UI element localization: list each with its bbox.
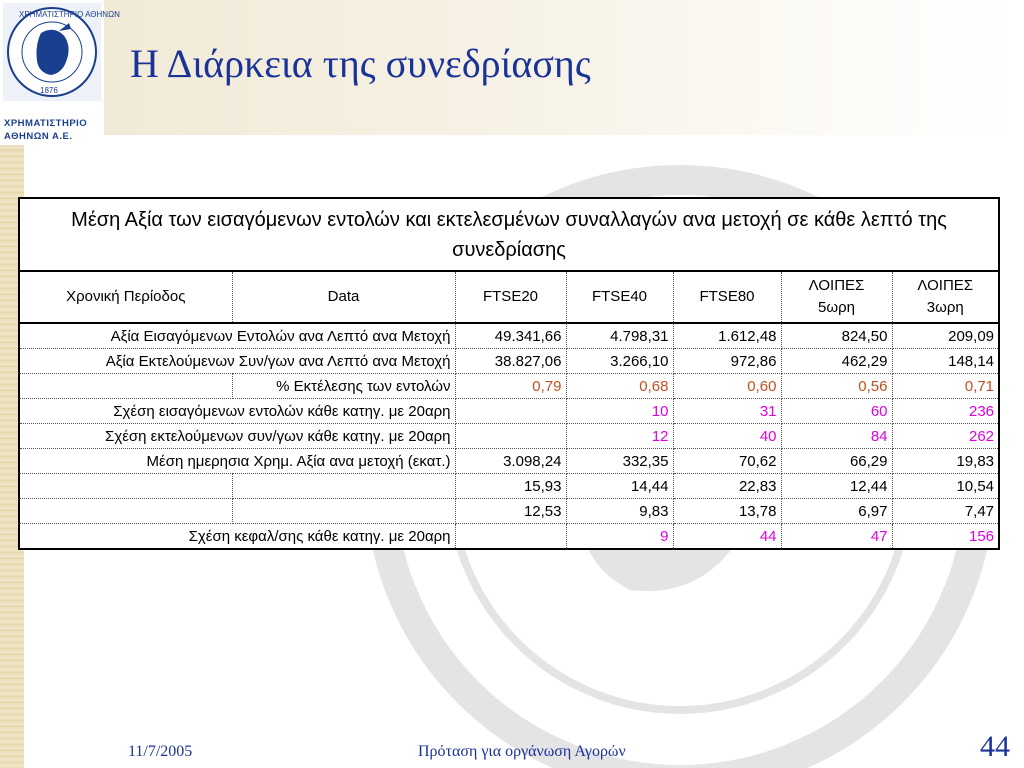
header-period: Χρονική Περίοδος [19,271,232,323]
cell-ftse40: 4.798,31 [566,323,673,349]
logo-caption-line2: ΑΘΗΝΩΝ Α.Ε. [4,131,73,142]
exchange-logo [3,3,120,101]
cell-loipes-5wrh: 60 [781,399,892,424]
header-loipes-5wrh [781,271,892,323]
row-label: Μέση ημερησια Χρημ. Αξία ανα μετοχή (εκατ.) [19,449,455,474]
table-row [19,349,999,374]
cell-loipes-5wrh: 462,29 [781,349,892,374]
cell-ftse40: 10 [566,399,673,424]
header-loipes-5wrh-line1: ΛΟΙΠΕΣ [808,277,865,294]
row-label: Σχέση κεφαλ/σης κάθε κατηγ. με 20αρη [19,524,455,550]
footer-date: 11/7/2005 [128,743,193,760]
cell-loipes-5wrh: 6,97 [781,499,892,524]
table-row [19,499,999,524]
table-row [19,449,999,474]
cell-ftse20: 38.827,06 [455,349,566,374]
exchange-seal-icon [3,3,120,101]
cell-ftse80: 0,60 [673,374,781,399]
header-data: Data [232,271,455,323]
cell-ftse80: 1.612,48 [673,323,781,349]
table-row [19,323,999,349]
table-row [19,474,999,499]
cell-loipes-3wrh: 209,09 [892,323,999,349]
cell-loipes-3wrh: 0,71 [892,374,999,399]
cell-ftse40: 9 [566,524,673,550]
table-row [19,524,999,550]
row-label: % Εκτέλεσης των εντολών [232,374,455,399]
cell-loipes-3wrh: 7,47 [892,499,999,524]
session-duration-table [18,197,998,550]
cell-ftse20: 3.098,24 [455,449,566,474]
table-caption: Μέση Αξία των εισαγόμενων εντολών και εκτελεσμένων συναλλαγών ανα μετοχή σε κάθε λεπτό της συνεδρίασης [19,198,999,271]
empty-cell [19,474,232,499]
logo-seal-year: 1876 [40,86,58,95]
table-row [19,424,999,449]
cell-loipes-5wrh: 47 [781,524,892,550]
logo-caption [4,117,104,143]
table-row [19,399,999,424]
cell-ftse20: 15,93 [455,474,566,499]
cell-loipes-5wrh: 84 [781,424,892,449]
cell-loipes-3wrh: 262 [892,424,999,449]
data-table [18,197,1000,550]
footer-title: Πρόταση για οργάνωση Αγορών [418,743,626,760]
header-ftse40: FTSE40 [566,271,673,323]
row-label: Αξία Εκτελούμενων Συν/γων ανα Λεπτό ανα Μετοχή [19,349,455,374]
cell-ftse40: 3.266,10 [566,349,673,374]
cell-ftse40: 9,83 [566,499,673,524]
cell-ftse20 [455,524,566,550]
cell-loipes-3wrh: 10,54 [892,474,999,499]
cell-loipes-5wrh: 0,56 [781,374,892,399]
header-loipes-3wrh-line2: 3ωρη [926,299,964,316]
cell-loipes-5wrh: 66,29 [781,449,892,474]
cell-ftse20 [455,399,566,424]
cell-ftse80: 31 [673,399,781,424]
empty-cell [19,374,232,399]
cell-ftse80: 13,78 [673,499,781,524]
header-loipes-5wrh-line2: 5ωρη [818,299,855,316]
row-label: Σχέση εκτελούμενων συν/γων κάθε κατηγ. με 20αρη [19,424,455,449]
cell-ftse80: 22,83 [673,474,781,499]
slide-title: Η Διάρκεια της συνεδρίασης [130,41,591,86]
cell-ftse20 [455,424,566,449]
cell-ftse40: 0,68 [566,374,673,399]
header-loipes-3wrh-line1: ΛΟΙΠΕΣ [917,277,974,294]
empty-cell [19,499,232,524]
cell-loipes-5wrh: 12,44 [781,474,892,499]
empty-cell [232,499,455,524]
empty-cell [232,474,455,499]
cell-loipes-3wrh: 148,14 [892,349,999,374]
cell-loipes-3wrh: 19,83 [892,449,999,474]
cell-ftse20: 0,79 [455,374,566,399]
logo-seal-name: ΧΡΗΜΑΤΙΣΤΗΡΙΟ ΑΘΗΝΩΝ [19,10,120,19]
cell-ftse80: 70,62 [673,449,781,474]
cell-ftse80: 40 [673,424,781,449]
cell-loipes-5wrh: 824,50 [781,323,892,349]
cell-ftse20: 12,53 [455,499,566,524]
cell-loipes-3wrh: 156 [892,524,999,550]
header-ftse80: FTSE80 [673,271,781,323]
logo-caption-line1: ΧΡΗΜΑΤΙΣΤΗΡΙΟ [4,118,88,129]
cell-ftse40: 332,35 [566,449,673,474]
row-label: Αξία Εισαγόμενων Εντολών ανα Λεπτό ανα Μετοχή [19,323,455,349]
cell-ftse40: 12 [566,424,673,449]
cell-loipes-3wrh: 236 [892,399,999,424]
cell-ftse80: 972,86 [673,349,781,374]
table-row [19,374,999,399]
page-number: 44 [980,730,1010,763]
cell-ftse80: 44 [673,524,781,550]
cell-ftse40: 14,44 [566,474,673,499]
header-ftse20: FTSE20 [455,271,566,323]
cell-ftse20: 49.341,66 [455,323,566,349]
header-loipes-3wrh [892,271,999,323]
table-header-row [19,271,999,323]
row-label: Σχέση εισαγόμενων εντολών κάθε κατηγ. με 20αρη [19,399,455,424]
